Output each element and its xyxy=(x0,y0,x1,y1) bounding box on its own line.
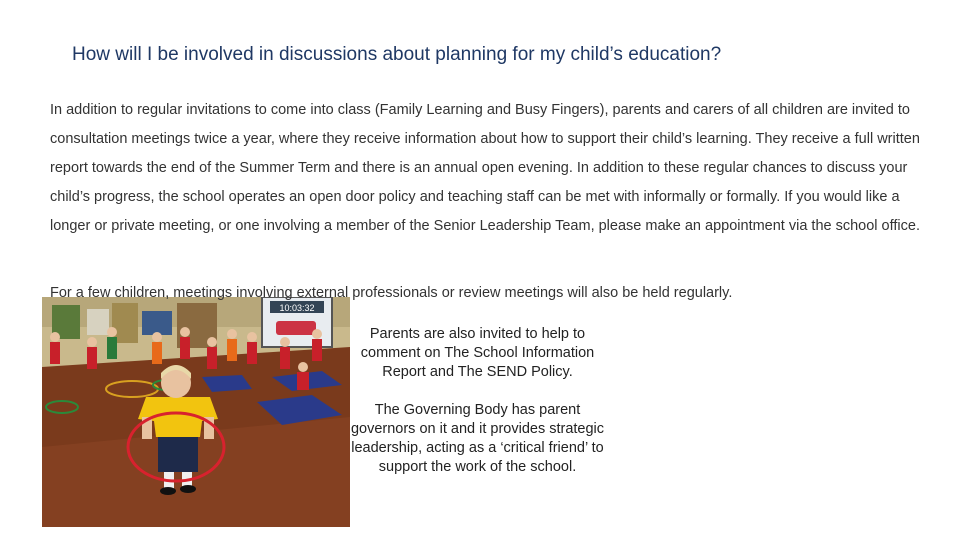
slide-title: How will I be involved in discussions about planning for my child’s education? xyxy=(72,44,722,65)
classroom-photo xyxy=(42,297,350,527)
side-text-parents: Parents are also invited to help to comment on The School Information Report and The SEND Policy. xyxy=(360,326,595,380)
paragraph-meetings: For a few children, meetings involving external professionals or review meetings will also be held regularly. xyxy=(50,285,733,301)
paragraph-involvement: In addition to regular invitations to come into class (Family Learning and Busy Fingers), parents and carers of all children are invited to consultation meetings twice a year, where they receive information about how to support their child’s learning. They receive a full written report towards the end of the Summer Term and there is an annual open evening. In addition to these regular chances to discuss your child’s progress, the school operates an open door policy and teaching staff can be met with informally or formally. If you would like a longer or private meeting, or one involving a member of the Senior Leadership Team, please make an appointment via the school office. xyxy=(50,102,920,234)
screen-clock-text: 10:03:32 xyxy=(279,303,315,313)
side-text-governing-body: The Governing Body has parent governors on it and it provides strategic leadership, acting as a ‘critical friend’ to support the work of the school. xyxy=(350,402,605,475)
